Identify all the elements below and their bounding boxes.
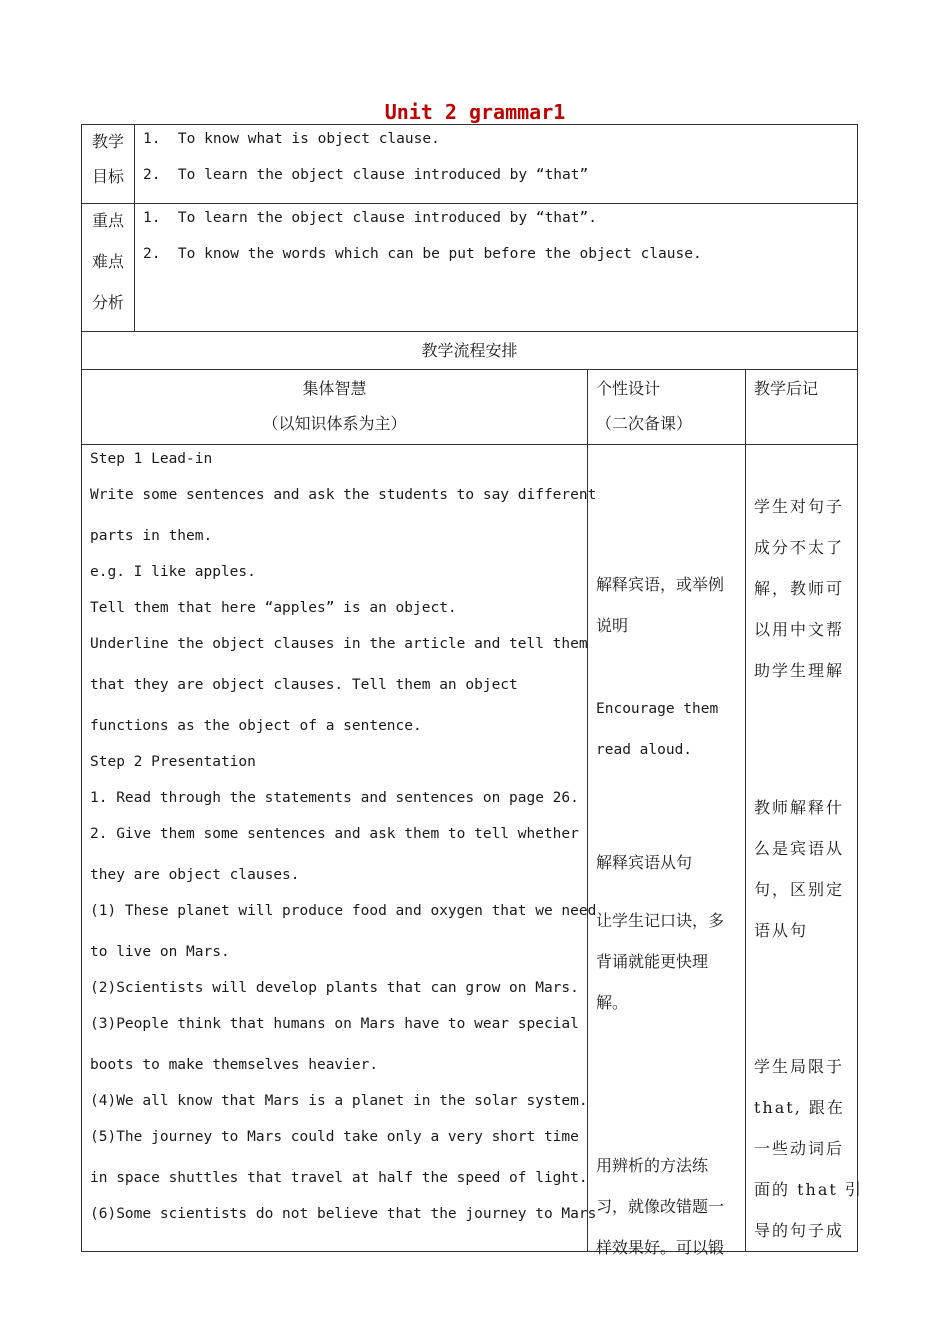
key-points-label-line: 重点	[91, 211, 124, 230]
procedure-line: functions as the object of a sentence.	[90, 718, 422, 734]
column-header-row	[82, 370, 858, 445]
goals-row	[82, 125, 858, 204]
reflection-note: 一些动词后	[754, 1139, 845, 1158]
column-header-text: 教学后记	[754, 379, 819, 398]
column-header-text: 个性设计	[596, 379, 661, 398]
procedure-line: parts in them.	[90, 528, 213, 544]
reflection-note: 面的 that 引	[754, 1180, 863, 1199]
design-note: 背诵就能更快理	[596, 952, 709, 971]
reflection-note: 导的句子成	[754, 1221, 845, 1240]
reflection-group	[754, 486, 844, 691]
goal-item: 2. To learn the object clause introduced by “that”	[143, 167, 589, 183]
design-note: 解释宾语，或举例	[596, 575, 725, 594]
procedure-line: that they are object clauses. Tell them an object	[90, 677, 518, 693]
procedure-line: Write some sentences and ask the students to say different	[90, 487, 597, 503]
procedure-line: Tell them that here “apples” is an object.	[90, 600, 457, 616]
reflection-note: 教师解释什	[754, 798, 845, 817]
design-note: 习，就像改错题一	[596, 1197, 725, 1216]
design-notes-cell	[588, 445, 746, 1257]
design-note: Encourage them	[596, 701, 719, 717]
procedure-line: in space shuttles that travel at half the speed of light.	[90, 1170, 588, 1186]
goals-content	[135, 125, 858, 204]
reflection-note: 语从句	[754, 921, 809, 940]
design-note-group	[596, 1145, 724, 1268]
design-note: 解。	[596, 993, 629, 1012]
design-note-group	[596, 564, 724, 646]
procedure-line: (3)People think that humans on Mars have to wear special	[90, 1016, 579, 1032]
procedure-line: Underline the object clauses in the article and tell them	[90, 636, 588, 652]
design-note: 让学生记口诀，多	[596, 911, 725, 930]
key-points-label-line: 难点	[91, 252, 124, 271]
reflection-note: 助学生理解	[754, 661, 845, 680]
design-note-group	[596, 689, 718, 771]
lesson-plan-table	[81, 124, 863, 1257]
column-header-subtext: （二次备课）	[596, 414, 693, 433]
design-note: 样效果好。可以锻	[596, 1238, 725, 1257]
key-points-row	[82, 204, 858, 332]
key-points-label	[82, 204, 135, 332]
column-header-collective	[82, 370, 588, 445]
procedure-line: 1. Read through the statements and sentences on page 26.	[90, 790, 579, 806]
reflection-note: 句，区别定	[754, 880, 845, 899]
procedure-line: (5)The journey to Mars could take only a very short time	[90, 1129, 579, 1145]
procedure-line: e.g. I like apples.	[90, 564, 256, 580]
flow-heading-row	[82, 332, 858, 370]
key-point-item: 1. To learn the object clause introduced by “that”.	[143, 210, 597, 226]
procedure-line: to live on Mars.	[90, 944, 230, 960]
reflection-cell	[746, 445, 863, 1252]
column-header-text: 集体智慧	[302, 379, 367, 398]
reflection-note: 成分不太了	[754, 538, 845, 557]
procedure-cell	[82, 445, 597, 1252]
reflection-note: 学生局限于	[754, 1057, 845, 1076]
goals-label-line: 目标	[91, 167, 124, 186]
reflection-group	[754, 1046, 863, 1251]
procedure-line: Step 1 Lead-in	[90, 451, 213, 467]
design-note: 用辨析的方法练	[596, 1156, 709, 1175]
column-header-reflection	[746, 370, 858, 445]
reflection-note: that, 跟在	[754, 1098, 845, 1117]
procedure-line: 2. Give them some sentences and ask them to tell whether	[90, 826, 579, 842]
design-note-group	[596, 842, 692, 883]
procedure-line: they are object clauses.	[90, 867, 300, 883]
goals-label-line: 教学	[91, 132, 124, 151]
column-header-personal	[588, 370, 746, 445]
design-note: read aloud.	[596, 742, 693, 758]
procedure-line: Step 2 Presentation	[90, 754, 256, 770]
design-note: 解释宾语从句	[596, 853, 693, 872]
design-note: 说明	[596, 616, 629, 635]
procedure-line: (2)Scientists will develop plants that can grow on Mars.	[90, 980, 579, 996]
reflection-note: 解，教师可	[754, 579, 845, 598]
goal-item: 1. To know what is object clause.	[143, 131, 440, 147]
reflection-group	[754, 787, 844, 951]
procedure-line: (4)We all know that Mars is a planet in the solar system.	[90, 1093, 588, 1109]
key-points-content	[135, 204, 858, 332]
goals-label	[82, 125, 135, 204]
flow-heading: 教学流程安排	[82, 332, 858, 370]
page-title: Unit 2 grammar1	[384, 100, 566, 124]
reflection-note: 学生对句子	[754, 497, 845, 516]
reflection-note: 以用中文帮	[754, 620, 845, 639]
reflection-note: 么是宾语从	[754, 839, 845, 858]
design-note-group	[596, 900, 724, 1023]
column-header-subtext: （以知识体系为主）	[262, 414, 407, 433]
procedure-line: (1) These planet will produce food and oxygen that we need	[90, 903, 597, 919]
procedure-line: boots to make themselves heavier.	[90, 1057, 379, 1073]
procedure-line: (6)Some scientists do not believe that the journey to Mars	[90, 1206, 597, 1222]
key-point-item: 2. To know the words which can be put before the object clause.	[143, 246, 702, 262]
key-points-label-line: 分析	[91, 293, 124, 312]
body-row	[82, 445, 858, 1252]
